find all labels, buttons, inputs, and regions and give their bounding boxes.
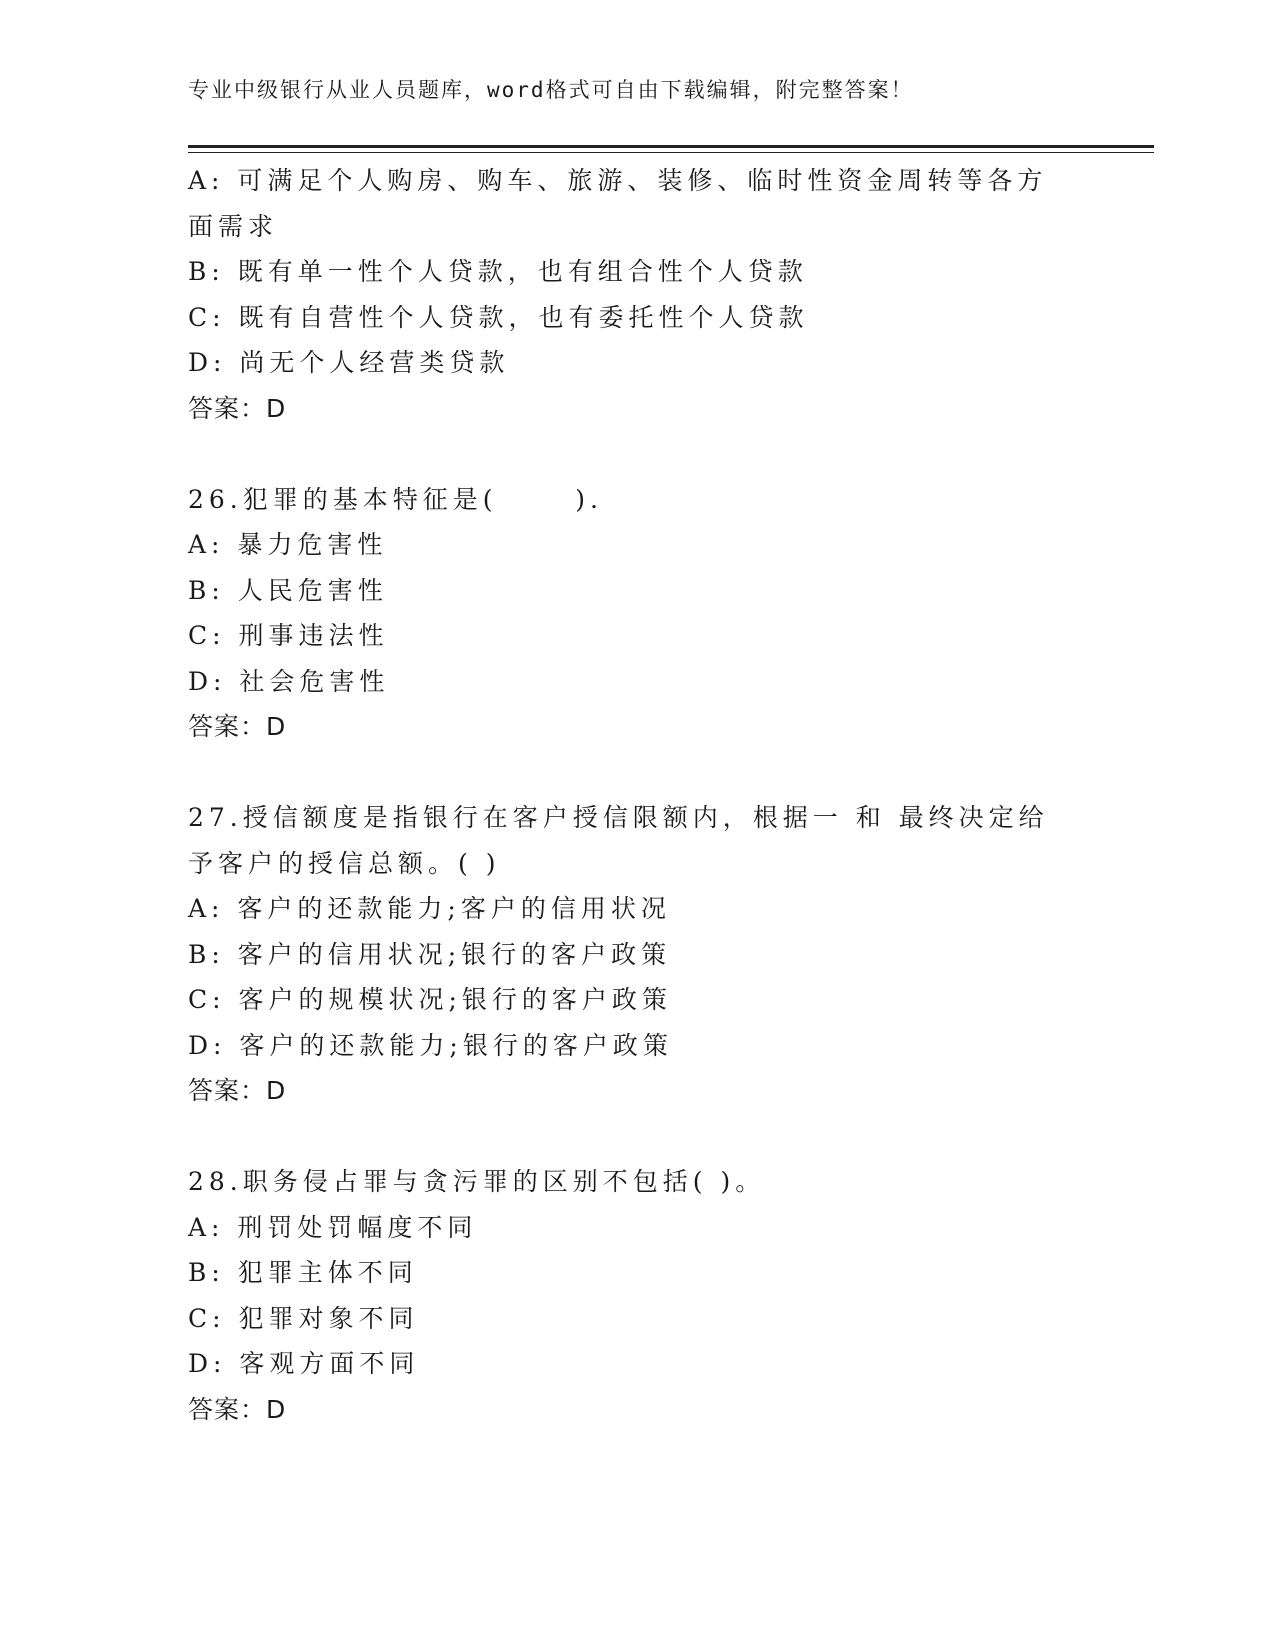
- option-d: D: 社会危害性: [188, 666, 390, 696]
- question-content: [188, 158, 1068, 1432]
- spacer: [188, 750, 1068, 796]
- option-b: B: 人民危害性: [188, 575, 388, 605]
- option-a: A: 客户的还款能力;客户的信用状况: [188, 894, 671, 923]
- question-block-28: [188, 1159, 1068, 1432]
- spacer: [188, 1114, 1068, 1160]
- option-a: A: 可满足个人购房、购车、旅游、装修、临时性资金周转等各方面需求: [188, 166, 1048, 241]
- page-header: 专业中级银行从业人员题库，word格式可自由下载编辑，附完整答案！: [188, 78, 914, 102]
- question-text: 28.职务侵占罪与贪污罪的区别不包括( )。: [188, 1167, 766, 1196]
- option-c: C: 犯罪对象不同: [188, 1303, 419, 1333]
- question-text: 26.犯罪的基本特征是( ).: [188, 484, 603, 514]
- answer-line: 答案：D: [188, 712, 287, 741]
- answer-line: 答案：D: [188, 1076, 287, 1105]
- question-block-27: [188, 795, 1068, 1114]
- header-rule-thick: [188, 145, 1154, 148]
- answer-line: 答案：D: [188, 393, 287, 423]
- option-d: D: 客户的还款能力;银行的客户政策: [188, 1030, 673, 1060]
- question-block-25: [188, 158, 1068, 431]
- option-b: B: 犯罪主体不同: [188, 1258, 418, 1287]
- option-c: C: 刑事违法性: [188, 621, 389, 650]
- question-block-26: [188, 477, 1068, 750]
- question-text: 27.授信额度是指银行在客户授信限额内，根据一 和 最终决定给予客户的授信总额。( ): [188, 803, 1049, 878]
- option-a: A: 暴力危害性: [188, 530, 388, 559]
- spacer: [188, 431, 1068, 477]
- answer-line: 答案：D: [188, 1394, 287, 1424]
- option-d: D: 客观方面不同: [188, 1349, 420, 1378]
- option-a: A: 刑罚处罚幅度不同: [188, 1212, 478, 1242]
- option-b: B: 客户的信用状况;银行的客户政策: [188, 939, 672, 969]
- option-c: C: 既有自营性个人贷款，也有委托性个人贷款: [188, 302, 809, 332]
- option-b: B: 既有单一性个人贷款，也有组合性个人贷款: [188, 257, 808, 286]
- option-d: D: 尚无个人经营类贷款: [188, 348, 510, 377]
- option-c: C: 客户的规模状况;银行的客户政策: [188, 985, 672, 1014]
- header-rule-thin: [188, 152, 1154, 153]
